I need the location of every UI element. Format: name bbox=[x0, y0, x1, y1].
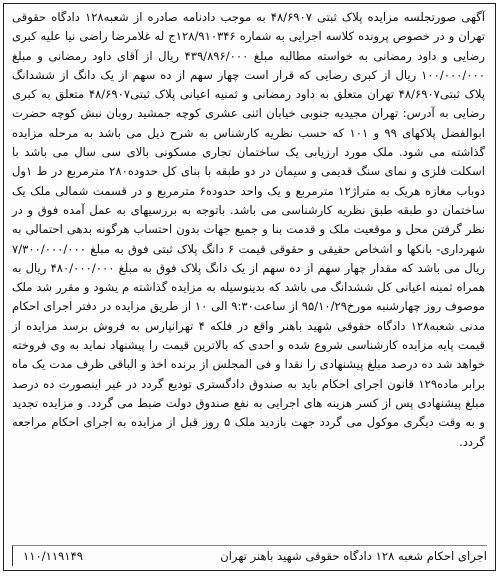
notice-footer bbox=[12, 545, 487, 566]
notice-issuer: اجرای احکام شعبه ۱۲۸ دادگاه حقوقی شهید باهنر تهران bbox=[220, 549, 487, 563]
notice-reference-number: ۱۱۰/۱۱۹۱۴۹ bbox=[12, 546, 89, 566]
legal-notice bbox=[3, 3, 496, 571]
notice-body-text: آگهی صورتجلسه مزایده پلاک ثبتی ۴۸/۶۹۰۷ به موجب دادنامه صادره از شعبه۱۲۸ دادگاه حقوقی تهران و در خصوص پرونده کلاسه اجرایی به شماره ۱۲۸/۹۱۰۳۴۶ج له غلامرضا راضی نیا علیه کبری رضایی و داود رمضانی به خواسته مطالبه مبلغ ۴۳۹/۸۹۶/۰۰۰ ریال از آقای داود رمضانی و مبلغ ۱۰۰/۰۰۰/۰۰۰ ریال از کبری رضایی که قرار است چهار سهم از ده سهم از یک دانگ از ششدانگ پلاک ثبتی۴۸/۶۹۰۷ تهران متعلق به داود رمضانی و ثمنیه اعیانی پلاک ثبتی۴۸/۶۹۰۷ متعلق به کبری رضایی به آدرس: تهران مجیدیه جنوبی خیابان اثنی عشری کوچه جمشید روبان نبش کوچه حضرت ابوالفضل پلاکهای ۹۹ و ۱۰۱ که حسب نظریه کارشناس به شرح ذیل می باشد به مرحله مزایده گذاشته می شود. ملک مورد ارزیابی یک ساختمان تجاری مسکونی بالای سی سال می باشد با اسکلت فلزی و نمای سنگ قدیمی و سیمان در دو طبقه با بنای کل حدوده۲۸۰ مترمربع در ط ۱ول دوباب مغازه هریک به متراژ۱۲ مترمربع و یک واحد حدوده۶ مترمربع و در قسمت شمالی ملک یک ساختمان دو طبقه طبق نظریه کارشناسی می باشد. باتوجه به بررسیهای به عمل آمده فوق و در نظر گرفتن محل و موقعیت ملک و قدمت بنا و جمیع جهات بدون احتساب هرگونه بدهی احتمالی به شهرداری- بانکها و اشخاص حقیقی و حقوقی قیمت ۶ دانگ پلاک ثبتی فوق به مبلغ ۷/۳۰۰/۰۰۰/۰۰۰ ریال می باشد که مقدار چهار سهم از ده سهم از یک دانگ پلاک فوق به مبلغ ۴۸۰/۰۰۰/۰۰۰ ریال به همراه ثمینه اعیانی کل ششدانگ می باشد که بدینوسیله به مزایده گذاشته م یشود و مقرر شد ملک موصوف روز چهارشنبه مورخ۹۵/۱۰/۲۹ از ساعت۹:۳۰ الی ۱۰ از طریق مزایده در دفتر اجرای احکام مدنی شعبه۱۲۸ دادگاه حقوقی شهید باهنر واقع در فلکه ۴ تهرانپارس به فروش برسد مزایده از قیمت پایه مزایده کارشناسی شروع شده و احدی که بالاترین قیمت را پیشنهاد نماید به وی فروخته خواهد شد ده درصد مبلغ پیشنهادی را نقدا و فی المجلس از برنده اخذ و الباقی ظرف مدت یک ماه برابر ماده۱۲۹ قانون اجرای احکام باید به صندوق دادگستری تودیع گردد در غیر اینصورت ده درصد مبلغ پیشنهادی پس از کسر هزینه های اجرایی به نفع صندوق دولت ضبط می گردد. و مزایده تجدید و به وقت دیگری موکول می گردد جهت بازدید ملک ۵ روز قبل از مزایده به اجرای احکام مراجعه گردد. bbox=[12, 10, 486, 449]
